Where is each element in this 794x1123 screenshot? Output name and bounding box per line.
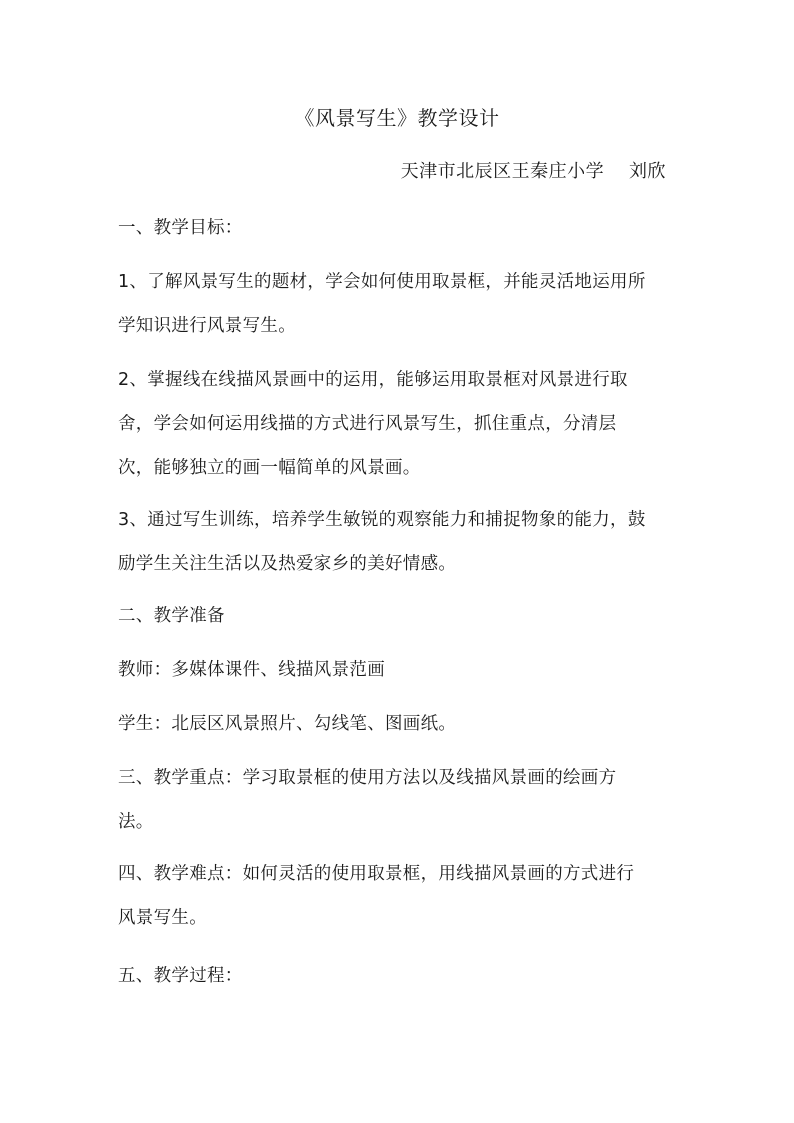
goal-1-line-1: 1、了解风景写生的题材，学会如何使用取景框，并能灵活地运用所 [118, 272, 646, 292]
prep-heading-block [118, 594, 678, 638]
goal-2-line-3: 次，能够独立的画一幅简单的风景画。 [118, 458, 421, 478]
prep-teacher-block [118, 648, 678, 692]
key-points-line-1: 三、教学重点：学习取景框的使用方法以及线描风景画的绘画方 [118, 768, 617, 788]
prep-student: 学生：北辰区风景照片、勾线笔、图画纸。 [118, 714, 457, 734]
difficulties [118, 852, 678, 940]
goal-3-line-1: 3、通过写生训练，培养学生敏锐的观察能力和捕捉物象的能力，鼓 [118, 510, 646, 530]
prep-teacher: 教师：多媒体课件、线描风景范画 [118, 660, 385, 680]
goals-heading: 一、教学目标： [118, 218, 243, 238]
document-title: 《风景写生》教学设计 [294, 106, 500, 130]
goal-1-line-2: 学知识进行风景写生。 [118, 316, 296, 336]
goal-3 [118, 498, 678, 586]
goal-2-line-2: 舍，学会如何运用线描的方式进行风景写生，抓住重点，分清层 [118, 414, 617, 434]
process-heading: 五、教学过程： [118, 966, 243, 986]
document-author: 天津市北辰区王秦庄小学 刘欣 [400, 161, 666, 182]
goal-2-line-1: 2、掌握线在线描风景画中的运用，能够运用取景框对风景进行取 [118, 370, 628, 390]
key-points [118, 756, 678, 844]
prep-student-block [118, 702, 678, 746]
goals-heading-block [118, 206, 678, 250]
key-points-line-2: 法。 [118, 812, 154, 832]
goal-1 [118, 260, 678, 348]
goal-3-line-2: 励学生关注生活以及热爱家乡的美好情感。 [118, 554, 457, 574]
goal-2 [118, 358, 678, 490]
difficulties-line-1: 四、教学难点：如何灵活的使用取景框，用线描风景画的方式进行 [118, 864, 635, 884]
prep-heading: 二、教学准备 [118, 606, 225, 626]
process-heading-block [118, 954, 678, 998]
difficulties-line-2: 风景写生。 [118, 908, 207, 928]
